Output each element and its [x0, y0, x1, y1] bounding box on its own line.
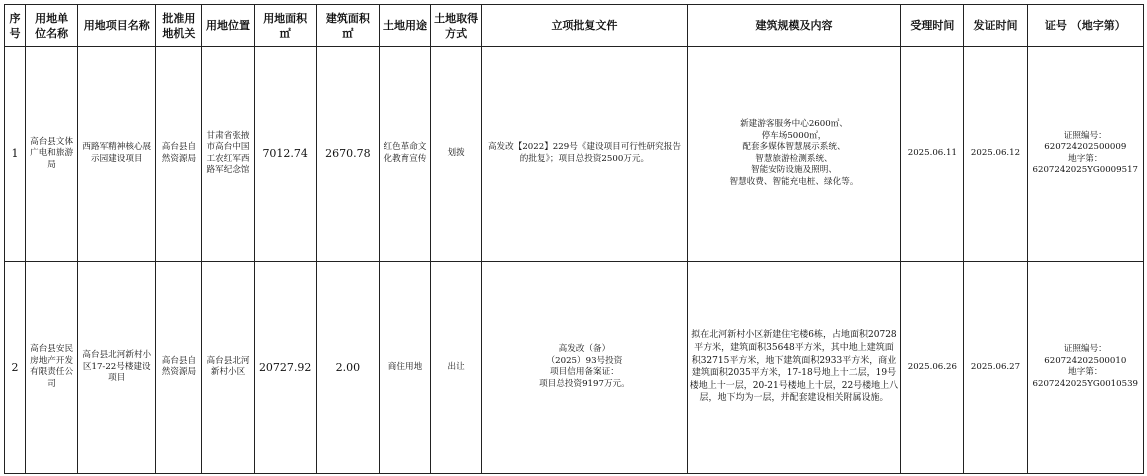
cell-location: 甘肃省张掖市高台中国工农红军西路军纪念馆	[202, 47, 254, 261]
header-land-area: 用地面积 ㎡	[254, 5, 316, 47]
header-cert: 证号 （地字第）	[1027, 5, 1143, 47]
header-usage: 土地用途	[379, 5, 430, 47]
table-row	[5, 261, 1144, 473]
cell-issue-time: 2025.06.27	[964, 261, 1027, 473]
cell-method: 出让	[431, 261, 482, 473]
cell-scale: 新建游客服务中心2600㎡、 停车场5000㎡， 配套多媒体智慧展示系统、 智慧旅游检测系统、 智能安防设施及照明、 智慧收费、智能充电桩、绿化等。	[687, 47, 901, 261]
header-seq: 序 号	[5, 5, 26, 47]
cell-build-area: 2.00	[316, 261, 379, 473]
land-approval-table	[4, 4, 1144, 474]
cell-usage: 商住用地	[379, 261, 430, 473]
cell-land-area: 20727.92	[254, 261, 316, 473]
cell-approval-doc: 高发改（备） （2025）93号投资 项目信用备案证： 项目总投资9197万元。	[482, 261, 688, 473]
header-build-area: 建筑面积 ㎡	[316, 5, 379, 47]
cell-cert: 证照编号： 620724202500010 地字第： 6207242025YG0010539	[1027, 261, 1143, 473]
cell-unit: 高台县文体广电和旅游局	[26, 47, 78, 261]
header-scale: 建筑规模及内容	[687, 5, 901, 47]
header-project: 用地项目名称	[78, 5, 156, 47]
cell-seq: 2	[5, 261, 26, 473]
header-unit: 用地单 位名称	[26, 5, 78, 47]
header-row	[5, 5, 1144, 47]
cell-scale: 拟在北河新村小区新建住宅楼6栋，占地面积20728平方米，建筑面积35648平方米，其中地上建筑面积32715平方米，地下建筑面积2933平方米，商业建筑面积2035平方米，17-18号地上十二层，19号楼地上十一层，20-21号楼地上十层，22号楼地上八层，地下均为一层，并配套建设相关附属设施。	[687, 261, 901, 473]
header-accept-time: 受理时间	[901, 5, 964, 47]
cell-land-area: 7012.74	[254, 47, 316, 261]
cell-accept-time: 2025.06.26	[901, 261, 964, 473]
cell-approval-doc: 高发改【2022】229号《建设项目可行性研究报告的批复》；项目总投资2500万元。	[482, 47, 688, 261]
cell-project: 西路军精神核心展示园建设项目	[78, 47, 156, 261]
cell-method: 划拨	[431, 47, 482, 261]
cell-build-area: 2670.78	[316, 47, 379, 261]
cell-seq: 1	[5, 47, 26, 261]
cell-issue-time: 2025.06.12	[964, 47, 1027, 261]
table-row	[5, 47, 1144, 261]
header-method: 土地取得 方式	[431, 5, 482, 47]
cell-approver: 高台县自然资源局	[156, 261, 202, 473]
header-approval-doc: 立项批复文件	[482, 5, 688, 47]
cell-accept-time: 2025.06.11	[901, 47, 964, 261]
header-approver: 批准用 地机关	[156, 5, 202, 47]
cell-project: 高台县北河新村小区17-22号楼建设项目	[78, 261, 156, 473]
header-location: 用地位置	[202, 5, 254, 47]
cell-cert: 证照编号： 620724202500009 地字第： 6207242025YG0009517	[1027, 47, 1143, 261]
cell-approver: 高台县自然资源局	[156, 47, 202, 261]
cell-unit: 高台县安民 房地产开发 有限责任公司	[26, 261, 78, 473]
header-issue-time: 发证时间	[964, 5, 1027, 47]
cell-usage: 红色革命文化教育宣传	[379, 47, 430, 261]
cell-location: 高台县北河新村小区	[202, 261, 254, 473]
